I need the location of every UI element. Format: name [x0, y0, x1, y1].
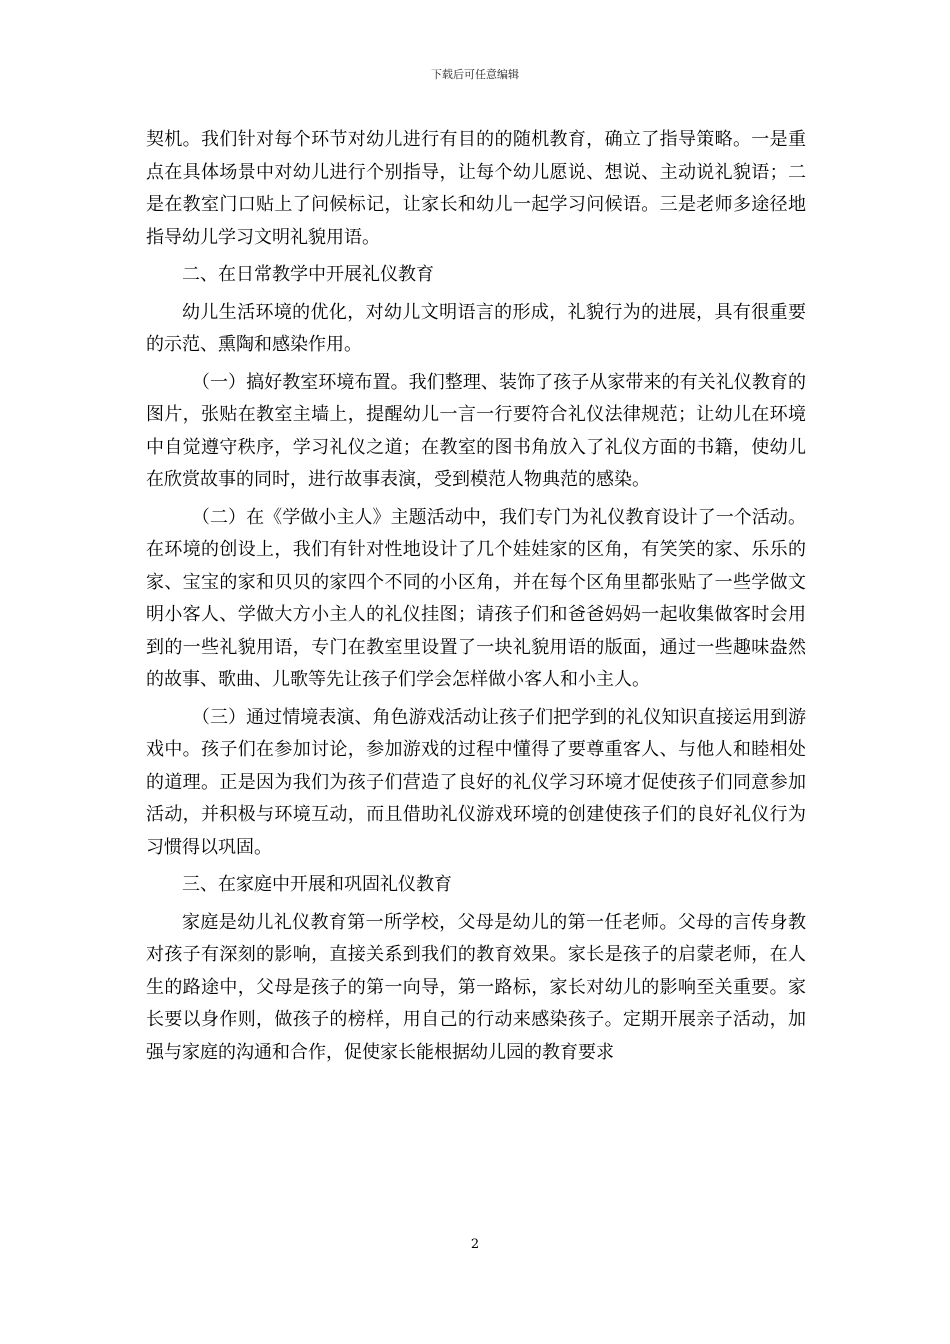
- paragraph-item-1: （一）搞好教室环境布置。我们整理、装饰了孩子从家带来的有关礼仪教育的图片，张贴在教室主墙上，提醒幼儿一言一行要符合礼仪法律规范；让幼儿在环境中自觉遵守秩序，学习礼仪之道；在教室的图书角放入了礼仪方面的书籍，使幼儿在欣赏故事的同时，进行故事表演，受到模范人物典范的感染。: [146, 371, 806, 490]
- paragraph-item-3: （三）通过情境表演、角色游戏活动让孩子们把学到的礼仪知识直接运用到游戏中。孩子们在参加讨论，参加游戏的过程中懂得了要尊重客人、与他人和睦相处的道理。正是因为我们为孩子们营造了良好的礼仪学习环境才促使孩子们同意参加活动，并积极与环境互动，而且借助礼仪游戏环境的创建使孩子们的良好礼仪行为习惯得以巩固。: [146, 706, 806, 858]
- page-header: 下载后可任意编辑: [431, 68, 519, 81]
- paragraph-item-2: （二）在《学做小主人》主题活动中，我们专门为礼仪教育设计了一个活动。在环境的创设上，我们有针对性地设计了几个娃娃家的区角，有笑笑的家、乐乐的家、宝宝的家和贝贝的家四个不同的小区角，并在每个区角里都张贴了一些学做文明小客人、学做大方小主人的礼仪挂图；请孩子们和爸爸妈妈一起收集做客时会用到的一些礼貌用语，专门在教室里设置了一块礼貌用语的版面，通过一些趣味盎然的故事、歌曲、儿歌等先让孩子们学会怎样做小客人和小主人。: [146, 506, 806, 690]
- paragraph: 幼儿生活环境的优化，对幼儿文明语言的形成，礼貌行为的进展，具有很重要的示范、熏陶和感染作用。: [146, 301, 806, 355]
- document-body: [146, 124, 806, 1074]
- paragraph-continuation: 契机。我们针对每个环节对幼儿进行有目的的随机教育，确立了指导策略。一是重点在具体场景中对幼儿进行个别指导，让每个幼儿愿说、想说、主动说礼貌语；二是在教室门口贴上了问候标记，让家长和幼儿一起学习问候语。三是老师多途径地指导幼儿学习文明礼貌用语。: [146, 129, 806, 248]
- page-number: 2: [470, 1237, 480, 1252]
- paragraph: 家庭是幼儿礼仪教育第一所学校，父母是幼儿的第一任老师。父母的言传身教对孩子有深刻的影响，直接关系到我们的教育效果。家长是孩子的启蒙老师，在人生的路途中，父母是孩子的第一向导，第一路标，家长对幼儿的影响至关重要。家长要以身作则，做孩子的榜样，用自己的行动来感染孩子。定期开展亲子活动，加强与家庭的沟通和合作，促使家长能根据幼儿园的教育要求: [146, 911, 806, 1063]
- section-heading-3: 三、在家庭中开展和巩固礼仪教育: [182, 874, 452, 895]
- section-heading-2: 二、在日常教学中开展礼仪教育: [182, 264, 434, 285]
